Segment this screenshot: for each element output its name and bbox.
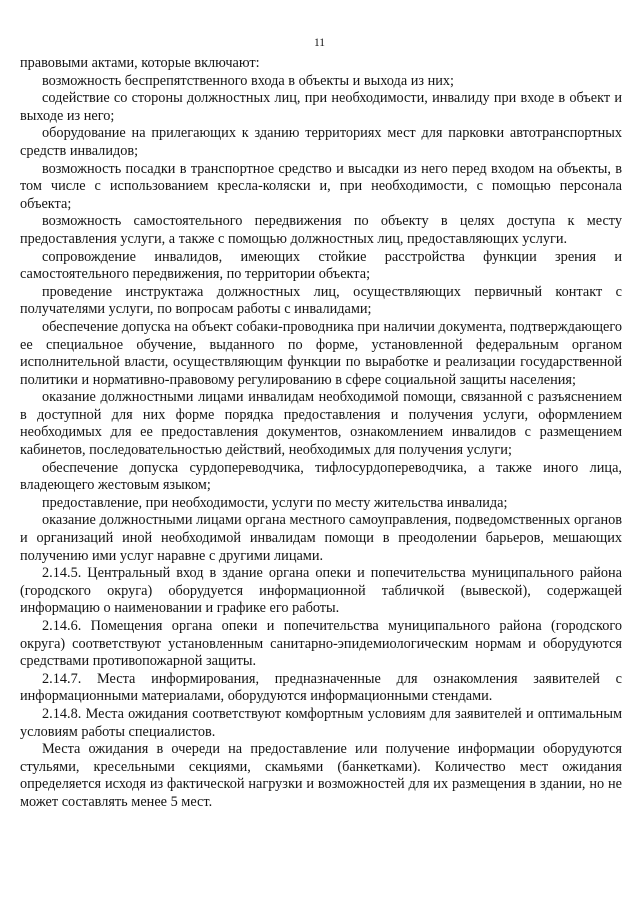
- paragraph-intro-continuation: правовыми актами, которые включают:: [20, 55, 260, 71]
- document-body: [20, 55, 622, 812]
- paragraph-entry-access: возможность беспрепятственного входа в объекты и выхода из них;: [42, 72, 455, 89]
- paragraph-2-14-6: 2.14.6. Помещения органа опеки и попечительства муниципального района (городского округа) соответствуют установленным санитарно-эпидемиологическим нормам и оборудуются средствами противопожарной защиты.: [20, 618, 622, 670]
- paragraph-staff-help: оказание должностными лицами инвалидам необходимой помощи, связанной с разъяснением в доступной для них форме порядка предоставления и получения услуги, оформлением необходимых для ее предоставления документов, ознакомлением инвалидов с размещением кабинетов, последовательностью действий, необходимых для получения услуги;: [20, 389, 622, 459]
- paragraph-independent-movement: возможность самостоятельного передвижения по объекту в целях доступа к месту предоставления услуги, а также с помощью должностных лиц, предоставляющих услуги.: [20, 213, 622, 247]
- paragraph-2-14-8: 2.14.8. Места ожидания соответствуют комфортным условиям для заявителей и оптимальным условиям работы специалистов.: [20, 705, 622, 740]
- paragraph-accompaniment: сопровождение инвалидов, имеющих стойкие расстройства функции зрения и самостоятельного передвижения, по территории объекта;: [20, 248, 622, 283]
- paragraph-home-service: предоставление, при необходимости, услуги по месту жительства инвалида;: [42, 494, 508, 511]
- paragraph-barrier-help: оказание должностными лицами органа местного самоуправления, подведомственных органов и организаций иной необходимой инвалидам помощи в преодолении барьеров, мешающих получению ими услуг наравне с другими лицами.: [20, 512, 622, 564]
- paragraph-2-14-7: 2.14.7. Места информирования, предназначенные для ознакомления заявителей с информационными материалами, оборудуются информационными стендами.: [20, 670, 622, 705]
- page-number: 11: [313, 37, 326, 49]
- paragraph-sign-interpreter: обеспечение допуска сурдопереводчика, тифлосурдопереводчика, а также иного лица, владеющего жестовым языком;: [20, 459, 622, 494]
- paragraph-official-assistance: содействие со стороны должностных лиц, при необходимости, инвалиду при входе в объект и выходе из него;: [20, 90, 622, 124]
- paragraph-waiting-places: Места ожидания в очереди на предоставление или получение информации оборудуются стульями, кресельными секциями, скамьями (банкетками). Количество мест ожидания определяется исходя из фактической нагрузки и возможностей для их размещения в здании, но не может составлять менее 5 мест.: [20, 741, 622, 810]
- paragraph-vehicle-boarding: возможность посадки в транспортное средство и высадки из него перед входом на объекты, в том числе с использованием кресла-коляски и, при необходимости, с помощью персонала объекта;: [20, 160, 622, 212]
- paragraph-staff-briefing: проведение инструктажа должностных лиц, осуществляющих первичный контакт с получателями услуги, по вопросам работы с инвалидами;: [20, 283, 622, 318]
- paragraph-guide-dog: обеспечение допуска на объект собаки-проводника при наличии документа, подтверждающего ее специальное обучение, выданного по форме, установленной федеральным органом исполнительной власти, осуществляющим функции по выработке и реализации государственной политики и нормативно-правовому регулированию в сфере социальной защиты населения;: [20, 318, 622, 388]
- paragraph-parking: оборудование на прилегающих к зданию территориях мест для парковки автотранспортных средств инвалидов;: [20, 125, 622, 159]
- paragraph-2-14-5: 2.14.5. Центральный вход в здание органа опеки и попечительства муниципального района (городского округа) оборудуется информационной табличкой (вывеской), содержащей информацию о наименовании и графике его работы.: [20, 565, 622, 617]
